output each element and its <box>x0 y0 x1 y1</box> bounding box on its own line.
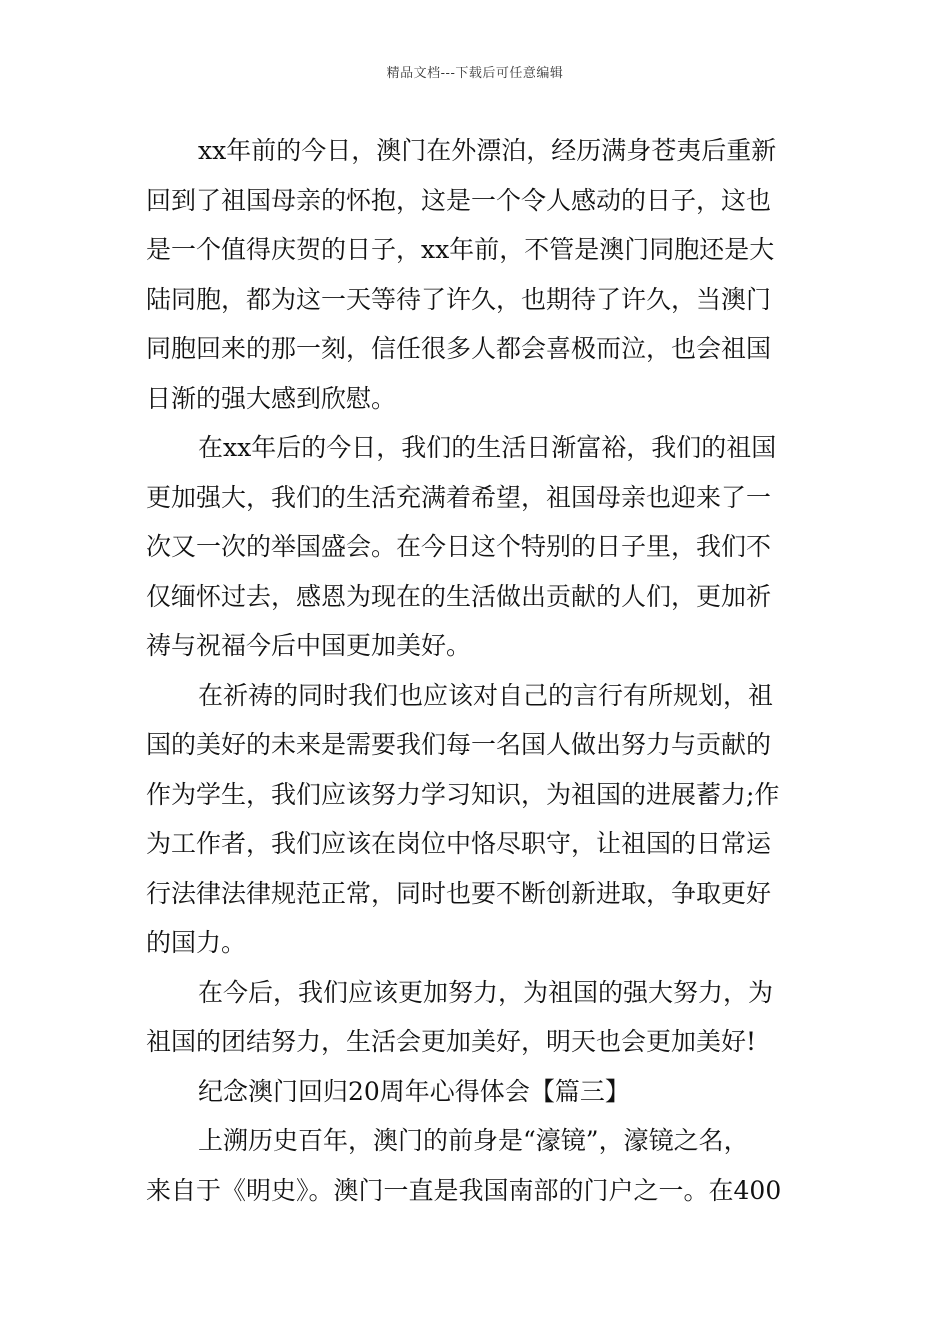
text-line: 祖国的团结努力，生活会更加美好，明天也会更加美好! <box>146 1027 757 1056</box>
text-line: 更加强大，我们的生活充满着希望，祖国母亲也迎来了一 <box>146 482 772 512</box>
text-line: 为工作者，我们应该在岗位中恪尽职守，让祖国的日常运 <box>146 829 772 858</box>
text-line: 在祈祷的同时我们也应该对自己的言行有所规划，祖 <box>198 680 774 710</box>
text-line: 来自于《明史》。澳门一直是我国南部的门户之一。在400 <box>146 1175 782 1205</box>
text-line: 行法律法律规范正常，同时也要不断创新进取，争取更好 <box>146 878 772 908</box>
text-line: 陆同胞，都为这一天等待了许久，也期待了许久，当澳门 <box>146 284 772 314</box>
text-line: 是一个值得庆贺的日子，xx年前，不管是澳门同胞还是大 <box>146 235 775 264</box>
text-line: xx年前的今日，澳门在外漂泊，经历满身苍夷后重新 <box>198 136 777 165</box>
text-line: 祷与祝福今后中国更加美好。 <box>146 631 472 660</box>
text-line: 仅缅怀过去，感恩为现在的生活做出贡献的人们，更加祈 <box>146 581 772 611</box>
text-line: 的国力。 <box>146 928 247 957</box>
text-line: 同胞回来的那一刻，信任很多人都会喜极而泣，也会祖国 <box>146 334 772 363</box>
text-line: 在今后，我们应该更加努力，为祖国的强大努力，为 <box>198 977 774 1007</box>
text-line: 在xx年后的今日，我们的生活日渐富裕，我们的祖国 <box>198 433 777 462</box>
page-header: 精品文档---下载后可任意编辑 <box>386 66 564 81</box>
text-line: 作为学生，我们应该努力学习知识，为祖国的进展蓄力;作 <box>146 779 780 809</box>
document-body <box>146 126 808 1215</box>
text-line: 回到了祖国母亲的怀抱，这是一个令人感动的日子，这也 <box>146 185 772 215</box>
text-line: 国的美好的未来是需要我们每一名国人做出努力与贡献的 <box>146 730 772 759</box>
text-line: 上溯历史百年，澳门的前身是“濠镜”，濠镜之名， <box>198 1126 749 1155</box>
text-line: 次又一次的举国盛会。在今日这个特别的日子里，我们不 <box>146 532 772 561</box>
text-line: 纪念澳门回归20周年心得体会【篇三】 <box>198 1076 630 1106</box>
text-line: 日渐的强大感到欣慰。 <box>146 383 397 413</box>
